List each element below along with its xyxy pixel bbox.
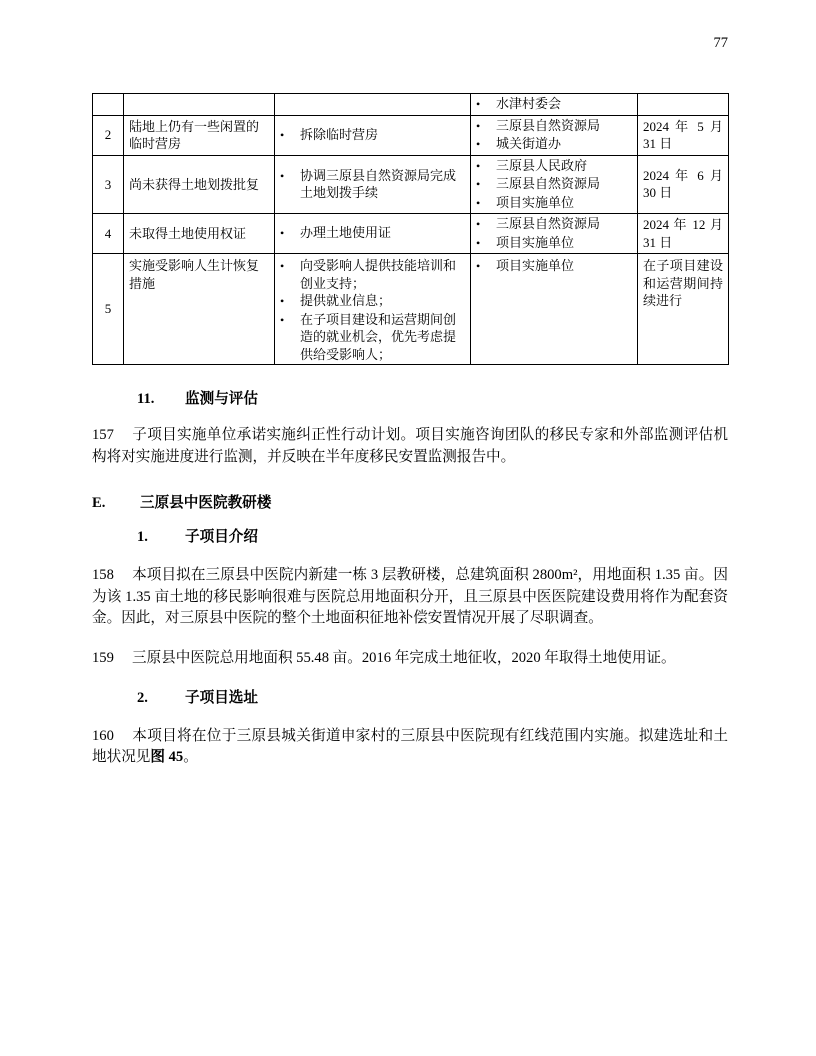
heading-number: E. xyxy=(92,495,106,512)
cell-actions xyxy=(275,254,471,365)
paragraph-number: 158 xyxy=(92,567,114,584)
paragraph-number: 157 xyxy=(92,427,114,443)
responsible-party: 三原县人民政府 xyxy=(496,157,588,173)
responsible-party: 水津村委会 xyxy=(496,96,562,111)
bullet-marker xyxy=(476,95,496,114)
list-item xyxy=(476,157,632,176)
list-item xyxy=(476,95,632,114)
list-item xyxy=(476,194,632,213)
bullet-marker xyxy=(476,194,496,213)
cell-actions xyxy=(275,115,471,155)
paragraph-160 xyxy=(92,726,728,769)
responsible-party: 三原县自然资源局 xyxy=(496,216,601,231)
list-item xyxy=(280,311,465,364)
heading-title: 监测与评估 xyxy=(185,391,258,407)
section-heading-monitoring xyxy=(137,389,728,410)
cell-deadline xyxy=(638,94,729,116)
paragraph-text: 本项目将在位于三原县城关街道申家村的三原县中医院现有红线范围内实施。拟建选址和土地状况见 xyxy=(92,727,728,766)
cell-deadline: 2024 年 5 月 31 日 xyxy=(638,115,729,155)
bullet-marker xyxy=(476,135,496,154)
bullet-marker xyxy=(280,126,300,145)
action-item: 协调三原县自然资源局完成土地划拨手续 xyxy=(300,167,457,201)
cell-deadline: 2024 年 6 月 30 日 xyxy=(638,155,729,214)
list-item xyxy=(280,292,465,311)
cell-issue: 实施受影响人生计恢复措施 xyxy=(124,254,275,365)
responsible-party: 项目实施单位 xyxy=(496,194,575,210)
cell-responsible xyxy=(471,155,638,214)
list-item xyxy=(280,167,465,202)
table-row-5 xyxy=(93,254,729,365)
table-row-4 xyxy=(93,214,729,254)
cell-responsible xyxy=(471,115,638,155)
cell-number: 5 xyxy=(93,254,124,365)
cell-actions xyxy=(275,94,471,116)
action-item: 向受影响人提供技能培训和创业支持； xyxy=(300,258,457,291)
responsible-party: 项目实施单位 xyxy=(496,258,575,273)
heading-title: 三原县中医院教研楼 xyxy=(140,495,272,512)
page-number: 77 xyxy=(713,35,728,51)
paragraph-text: 子项目实施单位承诺实施纠正性行动计划。项目实施咨询团队的移民专家和外部监测评估机构将对实施进度进行监测，并反映在半年度移民安置监测报告中。 xyxy=(92,427,728,465)
cell-issue: 未取得土地使用权证 xyxy=(124,214,275,254)
cell-responsible xyxy=(471,214,638,254)
responsible-party: 城关街道办 xyxy=(496,136,562,151)
list-item xyxy=(280,257,465,292)
section-heading-e xyxy=(92,493,728,514)
cell-issue: 尚未获得土地划拨批复 xyxy=(124,155,275,214)
paragraph-159 xyxy=(92,648,728,670)
section-heading-sub1 xyxy=(137,527,728,548)
table-row-2 xyxy=(93,115,729,155)
section-heading-sub2 xyxy=(137,688,728,709)
paragraph-number: 160 xyxy=(92,727,114,744)
cell-deadline: 2024 年 12 月 31 日 xyxy=(638,214,729,254)
bullet-marker xyxy=(476,117,496,136)
action-item: 办理土地使用证 xyxy=(300,225,392,241)
bullet-marker xyxy=(280,167,300,202)
bullet-marker xyxy=(476,175,496,194)
list-item xyxy=(280,126,465,145)
cell-responsible xyxy=(471,254,638,365)
cell-issue xyxy=(124,94,275,116)
table-row-continuation xyxy=(93,94,729,116)
cell-number: 4 xyxy=(93,214,124,254)
responsible-party: 项目实施单位 xyxy=(496,234,575,250)
heading-number: 2. xyxy=(137,689,148,706)
list-item xyxy=(476,215,632,234)
heading-number: 11. xyxy=(137,391,155,407)
paragraph-text-end: 。 xyxy=(183,749,198,766)
cell-number: 3 xyxy=(93,155,124,214)
list-item xyxy=(476,135,632,154)
heading-title: 子项目介绍 xyxy=(185,529,258,546)
list-item xyxy=(476,175,632,194)
bullet-marker xyxy=(280,224,300,243)
cell-number xyxy=(93,94,124,116)
list-item xyxy=(476,234,632,253)
bullet-marker xyxy=(476,257,496,276)
paragraph-number: 159 xyxy=(92,649,114,666)
list-item xyxy=(280,224,465,243)
bullet-marker xyxy=(280,292,300,311)
bullet-marker xyxy=(476,234,496,253)
paragraph-text: 三原县中医院总用地面积 55.48 亩。2016 年完成土地征收，2020 年取得土地使用证。 xyxy=(132,649,676,666)
action-item: 提供就业信息； xyxy=(300,293,392,308)
bullet-marker xyxy=(280,311,300,364)
bullet-marker xyxy=(476,157,496,176)
paragraph-158 xyxy=(92,565,728,630)
cell-responsible xyxy=(471,94,638,116)
bullet-marker xyxy=(280,257,300,292)
paragraph-text: 本项目拟在三原县中医院内新建一栋 3 层教研楼，总建筑面积 2800m²，用地面积 1.35 亩。因为该 1.35 亩土地的移民影响很难与医院总用地面积分开，且三原县中医医院建设费用将作为配套资金。因此，对三原县中医院的整个土地面积征地补偿安置情况开展了尽职调查。 xyxy=(92,567,728,627)
cell-deadline: 在子项目建设和运营期间持续进行 xyxy=(638,254,729,365)
responsible-party: 三原县自然资源局 xyxy=(496,176,601,191)
figure-45-reference: 图 45 xyxy=(150,749,184,766)
responsible-party: 三原县自然资源局 xyxy=(496,117,601,133)
action-item: 在子项目建设和运营期间创造的就业机会，优先考虑提供给受影响人； xyxy=(300,311,457,362)
paragraph-157 xyxy=(92,425,728,468)
heading-number: 1. xyxy=(137,529,148,546)
corrective-actions-table xyxy=(92,93,729,365)
cell-number: 2 xyxy=(93,115,124,155)
cell-actions xyxy=(275,155,471,214)
list-item xyxy=(476,117,632,136)
cell-actions xyxy=(275,214,471,254)
cell-issue: 陆地上仍有一些闲置的临时营房 xyxy=(124,115,275,155)
table-row-3 xyxy=(93,155,729,214)
bullet-marker xyxy=(476,215,496,234)
list-item xyxy=(476,257,632,276)
heading-title: 子项目选址 xyxy=(185,689,258,706)
action-item: 拆除临时营房 xyxy=(300,126,379,142)
